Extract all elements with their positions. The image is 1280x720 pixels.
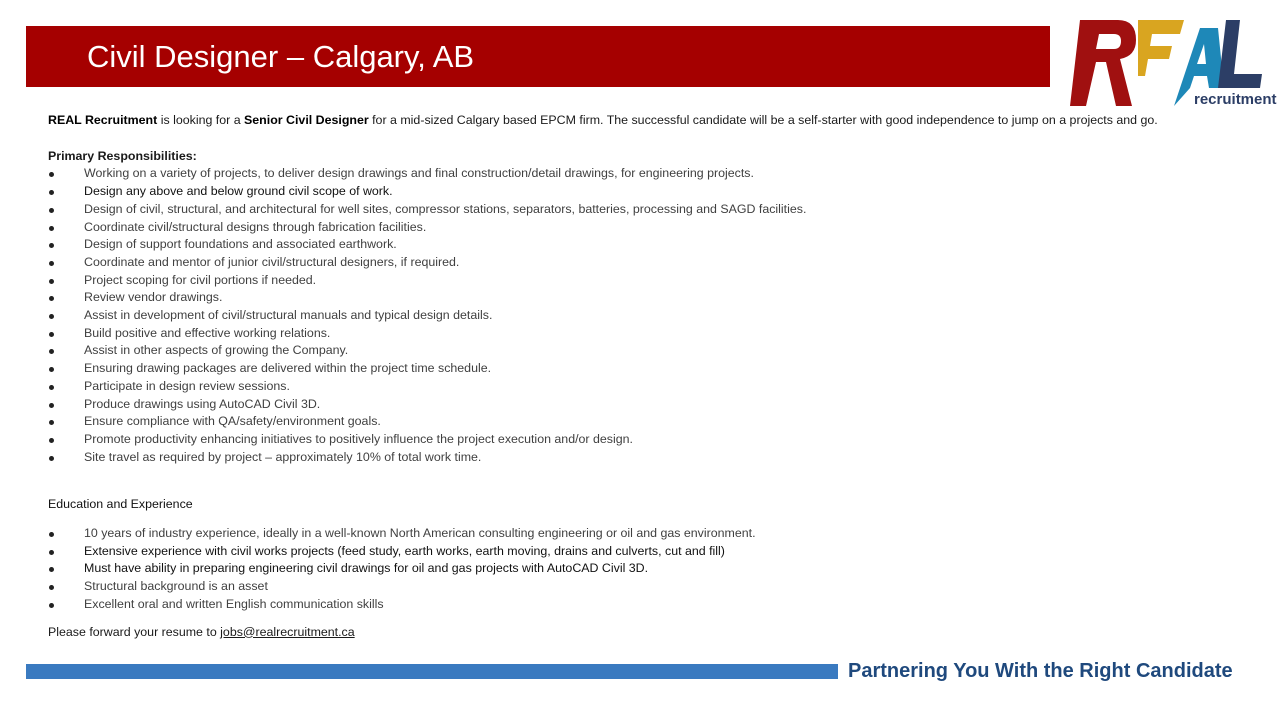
bullet-icon bbox=[49, 456, 54, 461]
company-name: REAL Recruitment bbox=[48, 113, 158, 127]
list-item: Design of support foundations and associated earthwork. bbox=[48, 236, 1263, 254]
list-item: Coordinate and mentor of junior civil/structural designers, if required. bbox=[48, 254, 1263, 272]
education-list bbox=[48, 525, 1263, 614]
bullet-icon bbox=[49, 567, 54, 572]
job-description bbox=[48, 112, 1263, 641]
bullet-icon bbox=[49, 332, 54, 337]
education-heading: Education and Experience bbox=[48, 497, 193, 512]
bullet-icon bbox=[49, 367, 54, 372]
list-item: Design any above and below ground civil scope of work. bbox=[48, 183, 1263, 201]
logo-mark bbox=[1066, 16, 1277, 111]
bullet-icon bbox=[49, 314, 54, 319]
real-recruitment-logo bbox=[1066, 16, 1277, 111]
list-item: Structural background is an asset bbox=[48, 578, 1263, 596]
bullet-icon bbox=[49, 385, 54, 390]
bullet-icon bbox=[49, 550, 54, 555]
page-title: Civil Designer – Calgary, AB bbox=[87, 39, 475, 74]
list-item: Promote productivity enhancing initiatives to positively influence the project execution and/or design. bbox=[48, 431, 1263, 449]
bullet-icon bbox=[49, 296, 54, 301]
intro-paragraph: REAL Recruitment is looking for a Senior Civil Designer for a mid-sized Calgary based EPCM firm. The successful candidate will be a self-starter with good independence to jump on a projects and go. bbox=[48, 113, 1158, 127]
bullet-icon bbox=[49, 403, 54, 408]
logo-subtext: recruitment bbox=[1194, 91, 1277, 108]
contact-line: Please forward your resume to jobs@realrecruitment.ca bbox=[48, 624, 355, 639]
logo-letter-e bbox=[1138, 20, 1184, 76]
bullet-icon bbox=[49, 349, 54, 354]
list-item: Assist in development of civil/structural manuals and typical design details. bbox=[48, 307, 1263, 325]
list-item: Working on a variety of projects, to deliver design drawings and final construction/detail drawings, for engineering projects. bbox=[48, 165, 1263, 183]
list-item: Design of civil, structural, and architectural for well sites, compressor stations, separators, batteries, processing and SAGD facilities. bbox=[48, 201, 1263, 219]
list-item: Ensuring drawing packages are delivered within the project time schedule. bbox=[48, 360, 1263, 378]
email-link[interactable]: jobs@realrecruitment.ca bbox=[220, 624, 355, 639]
list-item: Ensure compliance with QA/safety/environment goals. bbox=[48, 413, 1263, 431]
list-item: Excellent oral and written English communication skills bbox=[48, 596, 1263, 614]
bullet-icon bbox=[49, 226, 54, 231]
list-item: Assist in other aspects of growing the Company. bbox=[48, 342, 1263, 360]
footer-bar bbox=[26, 664, 838, 679]
footer-tagline: Partnering You With the Right Candidate bbox=[848, 660, 1233, 682]
responsibilities-list bbox=[48, 165, 1263, 466]
logo-letter-l bbox=[1218, 20, 1262, 88]
list-item: 10 years of industry experience, ideally in a well-known North American consulting engineering or oil and gas environment. bbox=[48, 525, 1263, 543]
logo-letter-r bbox=[1070, 20, 1136, 106]
list-item: Site travel as required by project – approximately 10% of total work time. bbox=[48, 449, 1263, 467]
bullet-icon bbox=[49, 420, 54, 425]
bullet-icon bbox=[49, 243, 54, 248]
role-name: Senior Civil Designer bbox=[244, 113, 369, 127]
list-item: Review vendor drawings. bbox=[48, 289, 1263, 307]
list-item: Extensive experience with civil works projects (feed study, earth works, earth moving, drains and culverts, cut and fill) bbox=[48, 543, 1263, 561]
bullet-icon bbox=[49, 172, 54, 177]
bullet-icon bbox=[49, 438, 54, 443]
title-banner bbox=[26, 26, 1050, 87]
bullet-icon bbox=[49, 261, 54, 266]
bullet-icon bbox=[49, 532, 54, 537]
list-item: Must have ability in preparing engineering civil drawings for oil and gas projects with AutoCAD Civil 3D. bbox=[48, 560, 1263, 578]
list-item: Participate in design review sessions. bbox=[48, 378, 1263, 396]
list-item: Project scoping for civil portions if needed. bbox=[48, 272, 1263, 290]
list-item: Build positive and effective working relations. bbox=[48, 325, 1263, 343]
bullet-icon bbox=[49, 279, 54, 284]
list-item: Produce drawings using AutoCAD Civil 3D. bbox=[48, 396, 1263, 414]
bullet-icon bbox=[49, 603, 54, 608]
list-item: Coordinate civil/structural designs through fabrication facilities. bbox=[48, 219, 1263, 237]
bullet-icon bbox=[49, 585, 54, 590]
bullet-icon bbox=[49, 208, 54, 213]
bullet-icon bbox=[49, 190, 54, 195]
responsibilities-heading: Primary Responsibilities: bbox=[48, 148, 197, 163]
